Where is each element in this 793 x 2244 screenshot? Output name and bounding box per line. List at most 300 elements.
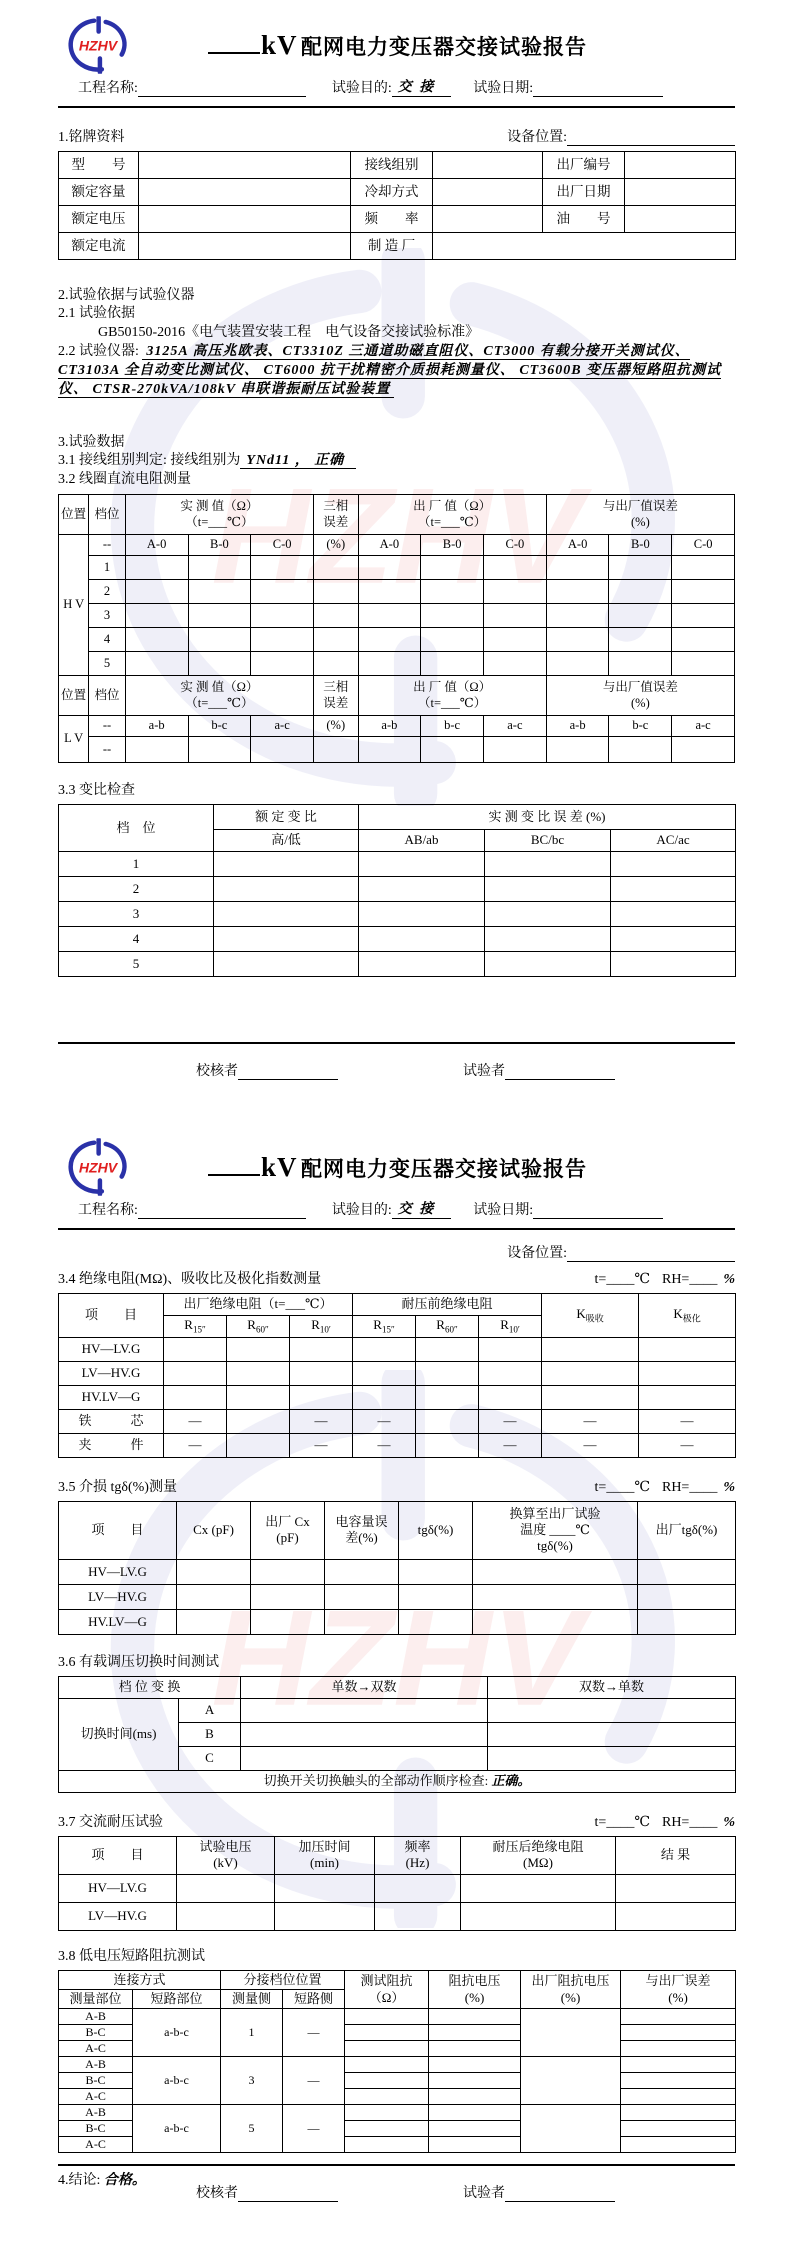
text-span: (MΩ) bbox=[523, 1855, 553, 1871]
cell: — bbox=[164, 1409, 227, 1433]
cell: (%) bbox=[314, 716, 359, 737]
header-cell: 档位 bbox=[89, 495, 125, 535]
blank-cell bbox=[345, 2025, 429, 2041]
cell: LV—HV.G bbox=[59, 1584, 177, 1609]
text-span: （t=___℃） bbox=[418, 695, 487, 710]
table-row bbox=[59, 2009, 736, 2025]
cell: 1 bbox=[89, 556, 125, 580]
cell: 油 号 bbox=[543, 206, 625, 233]
cell bbox=[59, 1770, 736, 1792]
temp-blank: t=____℃ bbox=[594, 1479, 650, 1495]
header-cell bbox=[375, 1836, 461, 1874]
cell: a-c bbox=[672, 716, 735, 737]
text-span: 误差 bbox=[323, 695, 349, 710]
blank-cell bbox=[421, 604, 484, 628]
header-cell bbox=[546, 676, 734, 716]
table-row bbox=[59, 716, 735, 737]
device-location-label: 设备位置: bbox=[507, 1246, 567, 1261]
table-row bbox=[59, 1337, 736, 1361]
text-span: RH=____ bbox=[661, 1479, 718, 1495]
blank-cell bbox=[542, 1385, 639, 1409]
text-span: 试验电压 bbox=[199, 1839, 252, 1855]
blank-cell bbox=[290, 1385, 353, 1409]
blank-cell bbox=[483, 652, 546, 676]
cell: — bbox=[639, 1409, 736, 1433]
blank-cell bbox=[125, 652, 188, 676]
blank-cell bbox=[433, 152, 543, 179]
cell: 3 bbox=[221, 2057, 283, 2105]
tester-sign bbox=[463, 2182, 615, 2202]
blank-cell bbox=[672, 737, 735, 763]
table-row bbox=[59, 1970, 736, 1989]
blank-cell bbox=[188, 737, 251, 763]
blank-cell bbox=[399, 1559, 473, 1584]
header-meta-line bbox=[58, 1198, 735, 1219]
blank-cell bbox=[611, 852, 736, 877]
blank-cell bbox=[358, 628, 421, 652]
blank-cell bbox=[139, 152, 351, 179]
blank-cell bbox=[251, 556, 314, 580]
temp-blank: t=____℃ bbox=[594, 1814, 650, 1830]
blank-cell bbox=[375, 1874, 461, 1902]
blank-cell bbox=[429, 2057, 521, 2073]
text-span: 出厂阻抗电压 bbox=[531, 1973, 610, 1989]
blank-cell bbox=[621, 2089, 736, 2105]
blank-cell bbox=[345, 2121, 429, 2137]
cell: HV.LV—G bbox=[59, 1609, 177, 1634]
section-37-title: 3.7 交流耐压试验 bbox=[58, 1814, 163, 1830]
blank-cell bbox=[546, 556, 609, 580]
blank-cell bbox=[483, 556, 546, 580]
blank-cell bbox=[139, 179, 351, 206]
blank-cell bbox=[429, 2009, 521, 2025]
blank-cell bbox=[375, 1902, 461, 1930]
instruments-label: 2.2 试验仪器: bbox=[58, 344, 139, 359]
text-span: (%) bbox=[560, 1989, 581, 2005]
page-2 bbox=[0, 1122, 793, 2244]
blank-cell bbox=[358, 652, 421, 676]
cell: 额定容量 bbox=[59, 179, 139, 206]
env-conditions bbox=[589, 1271, 735, 1288]
blank-cell bbox=[485, 927, 611, 952]
blank-cell bbox=[421, 652, 484, 676]
project-label: 工程名称: bbox=[78, 1203, 138, 1218]
oltc-switching-table bbox=[58, 1676, 736, 1793]
text-span: % bbox=[723, 1272, 735, 1287]
cell: a-b-c bbox=[133, 2057, 221, 2105]
cell: a-b bbox=[358, 716, 421, 737]
text-span: (%) bbox=[464, 1989, 485, 2005]
blank-cell bbox=[479, 1337, 542, 1361]
text-span: 电容量误 bbox=[335, 1514, 388, 1530]
cell: B bbox=[179, 1722, 241, 1746]
hv-position-cell: H V bbox=[59, 535, 89, 676]
lv-position-cell: L V bbox=[59, 716, 89, 763]
checker-sign bbox=[196, 2182, 338, 2202]
text-span: K bbox=[673, 1306, 683, 1321]
section-37-line bbox=[58, 1811, 735, 1831]
blank-cell bbox=[638, 1559, 736, 1584]
header-cell bbox=[546, 495, 734, 535]
header-cell bbox=[639, 1294, 736, 1338]
blank-cell bbox=[421, 737, 484, 763]
header-cell bbox=[325, 1501, 399, 1559]
title-blank-underline bbox=[208, 1171, 260, 1176]
text-span bbox=[0, 1122, 793, 2189]
header-cell: AC/ac bbox=[611, 830, 736, 852]
table-row bbox=[59, 952, 736, 977]
text-span: (Hz) bbox=[405, 1855, 430, 1871]
text-span: 结 果 bbox=[660, 1847, 691, 1863]
title-kv: kV bbox=[260, 1152, 298, 1182]
blank-cell bbox=[359, 902, 485, 927]
tester-label: 试验者 bbox=[463, 1064, 505, 1079]
table-body bbox=[59, 1294, 736, 1458]
table-row bbox=[59, 1676, 736, 1698]
cell: C bbox=[179, 1746, 241, 1770]
blank-cell bbox=[672, 580, 735, 604]
blank-cell bbox=[483, 737, 546, 763]
table-body bbox=[59, 1970, 736, 2153]
footer-rule bbox=[58, 2164, 735, 2166]
blank-cell bbox=[139, 233, 351, 260]
blank-cell bbox=[611, 952, 736, 977]
cell: A-0 bbox=[546, 535, 609, 556]
cell: B-C bbox=[59, 2025, 133, 2041]
blank-cell bbox=[521, 2009, 621, 2057]
blank-cell bbox=[290, 1361, 353, 1385]
table-row bbox=[59, 1584, 736, 1609]
blank-cell bbox=[251, 1559, 325, 1584]
purpose-label: 试验目的: bbox=[331, 81, 392, 96]
blank-cell bbox=[227, 1409, 290, 1433]
cell: -- bbox=[89, 737, 125, 763]
table-body bbox=[59, 1836, 736, 1930]
text-span: (%) bbox=[668, 1989, 688, 2005]
header-cell: tgδ(%) bbox=[399, 1501, 473, 1559]
table-row bbox=[59, 1385, 736, 1409]
temp-blank: t=____℃ bbox=[594, 1272, 650, 1287]
blank-cell bbox=[177, 1902, 275, 1930]
text-span: RH=____ bbox=[661, 1814, 718, 1830]
cell: b-c bbox=[421, 716, 484, 737]
header-cell bbox=[616, 1836, 736, 1874]
table-row bbox=[59, 1836, 736, 1874]
subscript: 15″ bbox=[381, 1324, 395, 1335]
text-span: R bbox=[500, 1317, 509, 1332]
blank-cell bbox=[433, 206, 543, 233]
text-span: 误差 bbox=[323, 514, 349, 529]
cell: A-C bbox=[59, 2089, 133, 2105]
winding-group-value: YNd11 ， 正确 bbox=[240, 453, 356, 469]
cell: B-C bbox=[59, 2121, 133, 2137]
cell: HV.LV—G bbox=[59, 1385, 164, 1409]
cell: 出厂编号 bbox=[543, 152, 625, 179]
blank-cell bbox=[672, 628, 735, 652]
blank-cell bbox=[429, 2089, 521, 2105]
cell: b-c bbox=[188, 716, 251, 737]
blank-cell bbox=[611, 927, 736, 952]
cell: a-c bbox=[483, 716, 546, 737]
blank-cell bbox=[353, 1337, 416, 1361]
cell: — bbox=[479, 1433, 542, 1457]
header-cell: AB/ab bbox=[359, 830, 485, 852]
title-text: 配网电力变压器交接试验报告 bbox=[301, 1158, 587, 1181]
sequence-check-value: 正确。 bbox=[491, 1773, 531, 1789]
graphic-use bbox=[71, 17, 125, 72]
cell: A-C bbox=[59, 2041, 133, 2057]
blank-cell bbox=[241, 1746, 488, 1770]
device-location-blank bbox=[567, 131, 735, 146]
header-meta-line bbox=[58, 76, 735, 97]
blank-cell bbox=[672, 556, 735, 580]
blank-cell bbox=[251, 737, 314, 763]
cell: B-0 bbox=[421, 535, 484, 556]
header-cell bbox=[621, 1970, 736, 2009]
cell: LV—HV.G bbox=[59, 1361, 164, 1385]
table-row bbox=[59, 1361, 736, 1385]
ac-withstand-table bbox=[58, 1836, 736, 1931]
text-span: % bbox=[723, 1814, 735, 1830]
table-row bbox=[59, 604, 735, 628]
header-cell: 短路侧 bbox=[283, 1990, 345, 2009]
title-blank-underline bbox=[208, 49, 260, 54]
blank-cell bbox=[621, 2009, 736, 2025]
blank-cell bbox=[345, 2057, 429, 2073]
cell: 4 bbox=[89, 628, 125, 652]
table-row bbox=[59, 902, 736, 927]
checker-blank bbox=[238, 2187, 338, 2202]
blank-cell bbox=[546, 652, 609, 676]
table-row bbox=[59, 877, 736, 902]
text-span: (min) bbox=[310, 1855, 339, 1871]
blank-cell bbox=[139, 206, 351, 233]
header-cell: 项 目 bbox=[59, 1836, 177, 1874]
table-row bbox=[59, 1433, 736, 1457]
header-cell: 测量侧 bbox=[221, 1990, 283, 2009]
text-span: (kV) bbox=[213, 1855, 238, 1871]
header-cell bbox=[358, 495, 546, 535]
text-span: （Ω） bbox=[368, 1989, 405, 2005]
table-row bbox=[59, 1770, 736, 1792]
blank-cell bbox=[325, 1609, 399, 1634]
table-row bbox=[59, 580, 735, 604]
cell: A-B bbox=[59, 2009, 133, 2025]
header-cell: 额 定 变 比 bbox=[214, 805, 359, 830]
title-kv: kV bbox=[260, 30, 298, 60]
cell: a-b-c bbox=[133, 2105, 221, 2153]
text-span: 差(%) bbox=[345, 1530, 378, 1546]
blank-cell bbox=[625, 179, 736, 206]
page-1-footer bbox=[58, 1042, 735, 1080]
text-span: R bbox=[373, 1317, 382, 1332]
blank-cell bbox=[275, 1874, 375, 1902]
text-span: 出厂 Cx bbox=[265, 1514, 310, 1530]
blank-cell bbox=[433, 233, 736, 260]
hzhv-logo bbox=[66, 1138, 130, 1196]
report-header bbox=[58, 0, 735, 74]
blank-cell bbox=[609, 628, 672, 652]
blank-cell bbox=[188, 580, 251, 604]
subscript: 60″ bbox=[255, 1324, 269, 1335]
text-span: RH=____ bbox=[661, 1272, 718, 1287]
text-span: 实 测 值（Ω） bbox=[180, 498, 259, 513]
table-row bbox=[59, 805, 736, 830]
env-conditions bbox=[589, 1479, 735, 1496]
table-row bbox=[59, 1902, 736, 1930]
table-row bbox=[59, 206, 736, 233]
header-cell bbox=[358, 676, 546, 716]
blank-cell bbox=[359, 952, 485, 977]
blank-cell bbox=[275, 1902, 375, 1930]
blank-cell bbox=[251, 652, 314, 676]
cell: 冷却方式 bbox=[351, 179, 433, 206]
blank-cell bbox=[214, 902, 359, 927]
blank-cell bbox=[546, 580, 609, 604]
text-span: 出 厂 值（Ω） bbox=[413, 498, 492, 513]
project-blank bbox=[138, 82, 306, 97]
standard-reference: GB50150-2016《电气装置安装工程 电气设备交接试验标准》 bbox=[98, 325, 480, 340]
blank-cell bbox=[611, 902, 736, 927]
report-title bbox=[130, 16, 735, 61]
text-span: 与出厂值误差 bbox=[602, 498, 678, 513]
header-cell: 测量部位 bbox=[59, 1990, 133, 2009]
date-label: 试验日期: bbox=[473, 1203, 534, 1218]
short-circuit-impedance-table bbox=[58, 1970, 736, 2154]
purpose-value: 交 接 bbox=[392, 76, 452, 97]
blank-cell bbox=[483, 580, 546, 604]
cell: 1 bbox=[59, 852, 214, 877]
header-cell bbox=[251, 1501, 325, 1559]
table-row bbox=[59, 233, 736, 260]
blank-cell bbox=[429, 2105, 521, 2121]
cell: HV—LV.G bbox=[59, 1559, 177, 1584]
blank-cell bbox=[625, 206, 736, 233]
footer-rule bbox=[58, 1042, 735, 1044]
tester-blank bbox=[505, 2187, 615, 2202]
blank-cell bbox=[164, 1337, 227, 1361]
header-cell bbox=[314, 495, 359, 535]
date-blank bbox=[533, 1204, 663, 1219]
blank-cell bbox=[164, 1361, 227, 1385]
blank-cell bbox=[421, 580, 484, 604]
cell: — bbox=[639, 1433, 736, 1457]
blank-cell bbox=[429, 2121, 521, 2137]
blank-cell bbox=[345, 2009, 429, 2025]
cell: B-0 bbox=[609, 535, 672, 556]
purpose-value: 交 接 bbox=[392, 1198, 452, 1219]
cell: A-0 bbox=[125, 535, 188, 556]
header-cell bbox=[521, 1970, 621, 2009]
blank-cell bbox=[609, 737, 672, 763]
blank-cell bbox=[125, 737, 188, 763]
table-body bbox=[59, 1676, 736, 1792]
header-cell bbox=[275, 1836, 375, 1874]
text-span: 耐压后绝缘电阻 bbox=[492, 1839, 584, 1855]
section-21-title: 2.1 试验依据 bbox=[58, 306, 135, 321]
blank-cell bbox=[429, 2025, 521, 2041]
blank-cell bbox=[461, 1874, 616, 1902]
blank-cell bbox=[314, 628, 359, 652]
header-cell bbox=[345, 1970, 429, 2009]
blank-cell bbox=[314, 604, 359, 628]
text-span: K bbox=[576, 1306, 586, 1321]
cell: — bbox=[283, 2057, 345, 2105]
page-2-footer bbox=[58, 2164, 735, 2202]
blank-cell bbox=[345, 2041, 429, 2057]
text-span bbox=[0, 0, 793, 977]
section-31-line bbox=[58, 451, 735, 470]
blank-cell bbox=[325, 1559, 399, 1584]
subscript: 15″ bbox=[192, 1324, 206, 1335]
blank-cell bbox=[416, 1409, 479, 1433]
subscript: 60″ bbox=[444, 1324, 458, 1335]
header-cell: 高/低 bbox=[214, 830, 359, 852]
section-36-title: 3.6 有载调压切换时间测试 bbox=[58, 1654, 219, 1670]
cell: 铁 芯 bbox=[59, 1409, 164, 1433]
blank-cell bbox=[488, 1722, 736, 1746]
header-cell: BC/bc bbox=[485, 830, 611, 852]
blank-cell bbox=[125, 628, 188, 652]
cell: — bbox=[542, 1409, 639, 1433]
blank-cell bbox=[353, 1361, 416, 1385]
cell: a-b-c bbox=[133, 2009, 221, 2057]
blank-cell bbox=[345, 2105, 429, 2121]
text-span: R bbox=[184, 1317, 193, 1332]
table-row bbox=[59, 535, 735, 556]
cell: 1 bbox=[221, 2009, 283, 2057]
cell: — bbox=[353, 1433, 416, 1457]
blank-cell bbox=[483, 604, 546, 628]
cell: a-c bbox=[251, 716, 314, 737]
checker-label: 校核者 bbox=[196, 2186, 238, 2201]
blank-cell bbox=[542, 1337, 639, 1361]
cell: 额定电流 bbox=[59, 233, 139, 260]
insulation-resistance-table bbox=[58, 1293, 736, 1458]
header-cell bbox=[353, 1316, 416, 1338]
text-span: 温度 ____℃ bbox=[520, 1522, 590, 1538]
tester-sign bbox=[463, 1060, 615, 1080]
blank-cell bbox=[314, 556, 359, 580]
blank-cell bbox=[345, 2089, 429, 2105]
section-35-line bbox=[58, 1476, 735, 1496]
table-body bbox=[59, 495, 735, 763]
text-span: 实 测 值（Ω） bbox=[180, 679, 259, 694]
header-cell bbox=[227, 1316, 290, 1338]
blank-cell bbox=[621, 2121, 736, 2137]
blank-cell bbox=[177, 1559, 251, 1584]
blank-cell bbox=[488, 1698, 736, 1722]
blank-cell bbox=[473, 1609, 638, 1634]
blank-cell bbox=[359, 927, 485, 952]
cell: 2 bbox=[89, 580, 125, 604]
table-body bbox=[59, 152, 736, 260]
section-35-title: 3.5 介损 tgδ(%)测量 bbox=[58, 1479, 177, 1495]
cell: A-B bbox=[59, 2105, 133, 2121]
blank-cell bbox=[638, 1584, 736, 1609]
blank-cell bbox=[251, 628, 314, 652]
header-cell bbox=[314, 676, 359, 716]
blank-cell bbox=[479, 1385, 542, 1409]
section-1-line bbox=[58, 126, 735, 146]
table-body bbox=[59, 1501, 736, 1634]
hzhv-logo bbox=[66, 16, 130, 74]
blank-cell bbox=[251, 580, 314, 604]
blank-cell bbox=[429, 2041, 521, 2057]
cell: A-B bbox=[59, 2057, 133, 2073]
blank-cell bbox=[125, 604, 188, 628]
cell: 接线组别 bbox=[351, 152, 433, 179]
